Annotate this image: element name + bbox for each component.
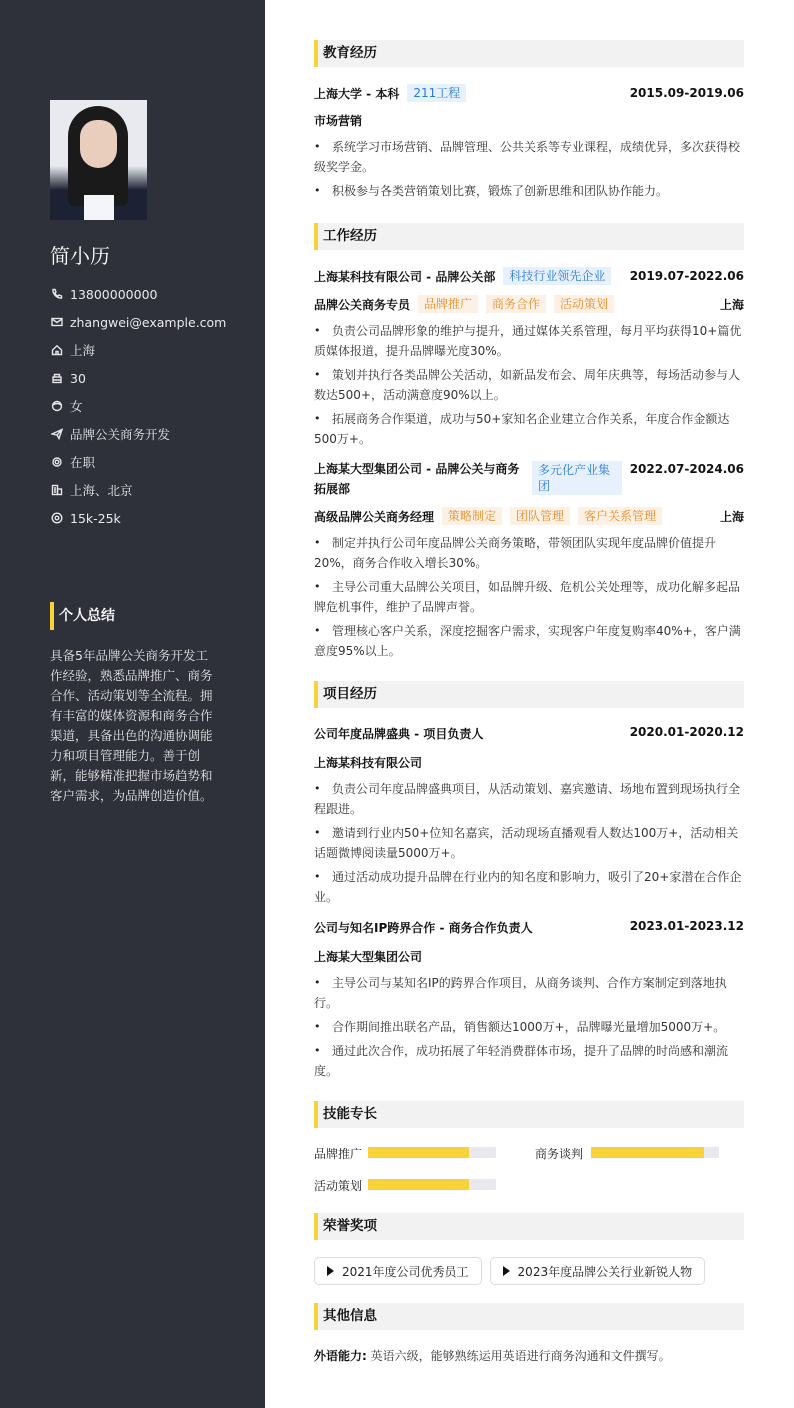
summary-title: 个人总结 [50,602,115,630]
job-location: 上海 [719,297,744,312]
job-location: 上海 [719,509,744,524]
list-item: • 主导公司与某知名IP的跨界合作项目，从商务谈判、合作方案制定到落地执行。 [314,973,744,1013]
list-item: • 通过此次合作，成功拓展了年轻消费群体市场，提升了品牌的时尚感和潮流度。 [314,1041,744,1081]
info-home: 上海 [50,336,260,364]
job-entry [314,267,744,449]
skill-bar-fill [591,1147,704,1158]
project-date: 2023.01-2023.12 [629,919,744,933]
job-position: 高级品牌公关商务经理 [314,509,435,524]
play-triangle-icon [503,1266,510,1276]
other-section [314,1303,744,1364]
list-item: • 积极参与各类营销策划比赛，锻炼了创新思维和团队协作能力。 [314,181,744,201]
project-date: 2020.01-2020.12 [629,725,744,739]
project-company: 上海某科技有限公司 [314,756,423,770]
award-item[interactable]: 2021年度公司优秀员工 [314,1257,482,1285]
list-item: • 策划并执行各类品牌公关活动，如新品发布会、周年庆典等，每场活动参与人数达500+，活动满意度90%以上。 [314,365,744,405]
main-content [314,40,744,1364]
gender-icon [50,399,64,413]
summary-text: 具备5年品牌公关商务开发工作经验，熟悉品牌推广、商务合作、活动策划等全流程。拥有丰富的媒体资源和商务合作渠道，具备出色的沟通协调能力和项目管理能力。善于创新，能够精准把握市场趋势和客户需求，为品牌创造价值。 [50,648,213,803]
awards-heading: 荣誉奖项 [314,1213,744,1240]
education-major: 市场营销 [314,114,363,128]
job-company: 上海某科技有限公司 - 品牌公关部 [314,269,496,284]
salary-icon [50,511,64,525]
building-icon [50,483,64,497]
education-heading: 教育经历 [314,40,744,67]
skills-section [314,1101,744,1201]
school-name: 上海大学 - 本科 [314,86,400,101]
skill-bar [591,1147,719,1158]
info-age: 30 [50,364,260,392]
job-entry [314,459,744,661]
list-item: • 负责公司品牌形象的维护与提升，通过媒体关系管理，每月平均获得10+篇优质媒体报道，提升品牌曝光度30%。 [314,321,744,361]
education-section [314,40,744,201]
profile-photo [50,100,147,220]
other-info-value: 英语六级，能够熟练运用英语进行商务沟通和文件撰写。 [370,1349,671,1363]
skill-bar-fill [368,1147,469,1158]
list-item: • 主导公司重大品牌公关项目，如品牌升级、危机公关处理等，成功化解多起品牌危机事件，维护了品牌声誉。 [314,577,744,617]
skill-name: 商务谈判 [535,1147,584,1161]
project-name: 公司与知名IP跨界合作 - 商务合作负责人 [314,921,533,935]
list-item: • 负责公司年度品牌盛典项目，从活动策划、嘉宾邀请、场地布置到现场执行全程跟进。 [314,779,744,819]
company-tag: 科技行业领先企业 [503,267,611,285]
awards-section [314,1213,744,1285]
skill-item [314,1145,535,1177]
education-bullets [314,137,744,201]
skill-name: 活动策划 [314,1179,363,1193]
contact-info-list [50,280,260,532]
list-item: • 拓展商务合作渠道，成功与50+家知名企业建立合作关系，年度合作金额达500万+。 [314,409,744,449]
work-heading: 工作经历 [314,223,744,250]
phone-icon [50,287,64,301]
projects-section [314,681,744,1081]
sidebar [0,0,265,1408]
send-icon [50,427,64,441]
project-entry [314,919,744,1081]
age-icon [50,371,64,385]
mail-icon [50,315,64,329]
project-entry [314,725,744,907]
skill-bar [368,1147,496,1158]
list-item: • 制定并执行公司年度品牌公关商务策略，带领团队实现年度品牌价值提升20%，商务合作收入增长30%。 [314,533,744,573]
list-item: • 系统学习市场营销、品牌管理、公共关系等专业课程，成绩优异，多次获得校级奖学金。 [314,137,744,177]
info-gender: 女 [50,392,260,420]
job-date: 2019.07-2022.06 [629,269,744,283]
info-salary: 15k-25k [50,504,260,532]
info-status: 在职 [50,448,260,476]
projects-heading: 项目经历 [314,681,744,708]
skills-heading: 技能专长 [314,1101,744,1128]
list-item: • 邀请到行业内50+位知名嘉宾，活动现场直播观看人数达100万+，活动相关话题微博阅读量5000万+。 [314,823,744,863]
list-item: • 管理核心客户关系，深度挖掘客户需求，实现客户年度复购率40%+，客户满意度95%以上。 [314,621,744,661]
info-email: zhangwei@example.com [50,308,260,336]
info-city: 上海、北京 [50,476,260,504]
skill-item [314,1177,535,1201]
other-heading: 其他信息 [314,1303,744,1330]
skill-tag: 团队管理 [510,507,570,525]
education-header-row [314,84,744,102]
award-item[interactable]: 2023年度品牌公关行业新锐人物 [490,1257,706,1285]
job-date: 2022.07-2024.06 [629,462,744,476]
other-info-row [314,1347,744,1364]
home-icon [50,343,64,357]
skill-tag: 客户关系管理 [578,507,662,525]
company-tag: 多元化产业集团 [532,461,622,495]
education-date: 2015.09-2019.06 [629,86,744,100]
project-name: 公司年度品牌盛典 - 项目负责人 [314,727,484,741]
skill-tag: 品牌推广 [418,295,478,313]
other-info-label: 外语能力: [314,1349,367,1363]
school-tag: 211工程 [407,84,466,102]
list-item: • 合作期间推出联名产品，销售额达1000万+，品牌曝光量增加5000万+。 [314,1017,744,1037]
profile-name: 简小历 [50,244,110,268]
skill-item [535,1145,744,1177]
status-icon [50,455,64,469]
info-target-position: 品牌公关商务开发 [50,420,260,448]
job-company: 上海某大型集团公司 - 品牌公关与商务拓展部 [314,462,520,496]
skill-name: 品牌推广 [314,1147,363,1161]
skill-tag: 策略制定 [442,507,502,525]
skill-bar-fill [368,1179,469,1190]
work-section [314,223,744,661]
play-triangle-icon [327,1266,334,1276]
job-position: 品牌公关商务专员 [314,297,411,312]
info-phone: 13800000000 [50,280,260,308]
skill-bar [368,1179,496,1190]
list-item: • 通过活动成功提升品牌在行业内的知名度和影响力，吸引了20+家潜在合作企业。 [314,867,744,907]
skills-grid [314,1145,744,1201]
skill-tag: 商务合作 [486,295,546,313]
skill-tag: 活动策划 [554,295,614,313]
awards-list [314,1257,744,1285]
project-company: 上海某大型集团公司 [314,950,423,964]
